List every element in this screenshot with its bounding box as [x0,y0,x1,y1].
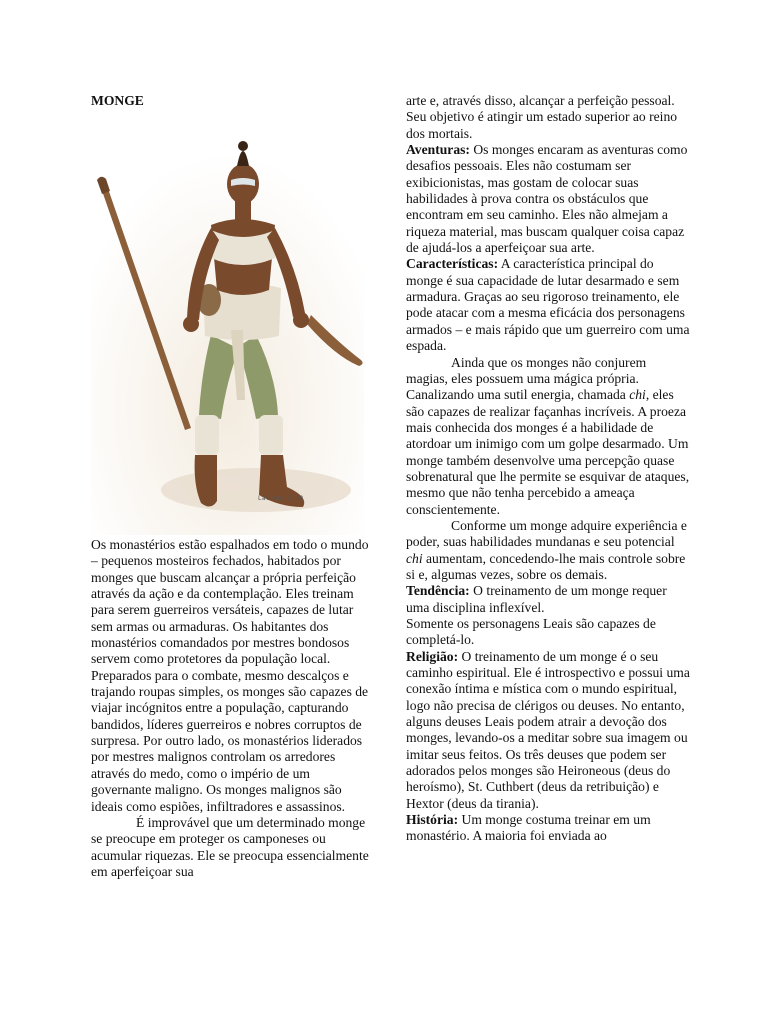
heading-historia: História: [406,812,459,828]
intro-paragraph: Os monastérios estão espalhados em todo o mundo – pequenos mosteiros fechados, habitados por monges que buscam alcançar a própria perfeição através da ação e da contemplação. Eles treinam para serem guerreiros versáteis, capazes de lutar sem armas ou armaduras. Os habitantes dos monastérios comandados por mestres bondosos servem como protetores da população local. Preparados para o combate, mesmo descalços e trajando roupas simples, os monges são capazes de viajar incógnitos entre a população, capturando bandidos, líderes guerreiros e nobres corruptos de surpresa. Por outro lado, os monastérios liderados por mestres malignos controlam os arredores através do medo, como o império de um governante maligno. Os monges malignos são ideais como espiões, infiltradores e assassinos. [91,537,369,814]
section-religiao [406,649,691,812]
monk-illustration [91,110,364,535]
magic-text-b: , eles são capazes de realizar façanhas incríveis. A proeza mais conhecida dos monges é a habilidade de atordoar um inimigo com um golpe desarmado. Um monge também desenvolve uma percepção quase sobrenatural que lhe permite se esquivar de ataques, mesmo que não tenha percebido a ameaça conscientemente. [406,387,690,517]
section-caracteristicas [406,256,691,354]
text-aventuras: Os monges encaram as aventuras como desafios pessoais. Eles não costumam ser exibicionistas, mas gostam de colocar suas habilidades à prova contra os obstáculos que encontram em seu caminho. Eles não almejam a riqueza material, mas buscam qualquer coisa capaz de ajudá-los a aperfeiçoar sua arte. [406,142,688,256]
right-column [406,93,691,845]
text-historia: Um monge costuma treinar em um monastério. A maioria foi enviada ao [406,812,651,844]
text-caracteristicas: A característica principal do monge é sua capacidade de lutar desarmado e sem armadura. Graças ao seu rigoroso treinamento, ele pode atacar com a mesma eficácia dos personagens armados – e mais rápido que um guerreiro com uma espada. [406,256,690,354]
tendencia-line-2: Somente os personagens Leais são capazes de completá-lo. [406,616,656,648]
text-religiao: O treinamento de um monge é o seu caminho espiritual. Ele é introspectivo e possui uma conexão íntima e mística com o mundo espiritual, logo não precisa de clérigos ou deuses. No entanto, alguns deuses Leais podem atrair a devoção dos monges, levando-os a meditar sobre sua imagem ou imitar seus feitos. Os três deuses que podem ser adorados pelos monges são Heironeous (deus do heroísmo), St. Cuthbert (deus da retribuição) e Hextor (deus da tirania). [406,648,690,811]
section-historia [406,812,691,845]
chi-term: chi [629,387,646,403]
chi-term-2: chi [406,550,423,566]
exp-text-a: Conforme um monge adquire experiência e poder, suas habilidades mundanas e seu potencial [406,517,687,550]
heading-aventuras: Aventuras: [406,142,470,158]
heading-caracteristicas: Características: [406,256,499,272]
paragraph-experience [406,518,691,583]
section-tendencia [406,583,691,616]
page-title: MONGE [91,93,144,108]
exp-text-b: aumentam, concedendo-lhe mais controle sobre si e, algumas vezes, sobre os demais. [406,550,686,582]
left-column [91,537,371,880]
continued-paragraph: arte e, através disso, alcançar a perfeição pessoal. Seu objetivo é atingir um estado superior ao reino dos mortais. [406,93,678,141]
heading-religiao: Religião: [406,648,459,664]
artist-signature: LaCroix 2000 [258,495,304,502]
text-tendencia: O treinamento de um monge requer uma disciplina inflexível. [406,583,667,615]
magic-text-a: Ainda que os monges não conjurem magias, eles possuem uma mágica própria. Canalizando uma sutil energia, chamada [406,354,647,403]
heading-tendencia: Tendência: [406,583,470,599]
paragraph-improvavel: É improvável que um determinado monge se preocupe em proteger os camponeses ou acumular riquezas. Ele se preocupa essencialmente em aperfeiçoar sua [91,814,369,879]
section-aventuras [406,142,691,256]
paragraph-magic [406,355,691,518]
